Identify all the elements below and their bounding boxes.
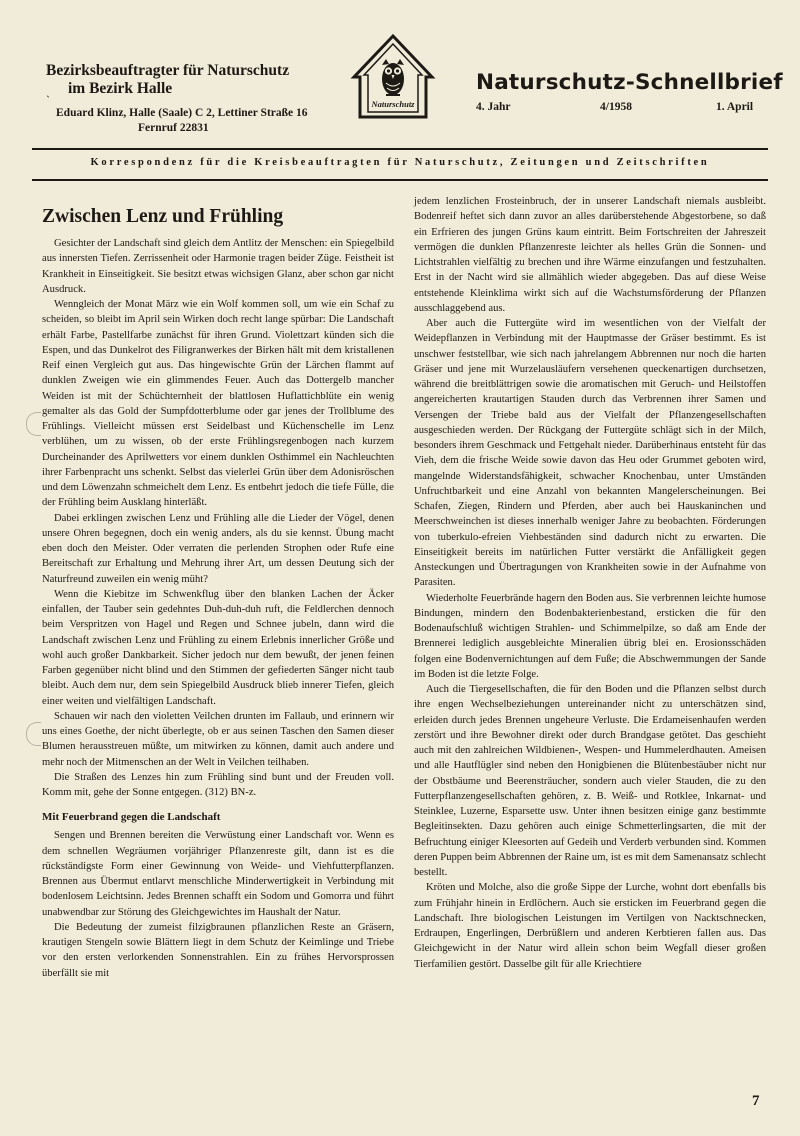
issuer-phone: Fernruf 22831 <box>138 122 209 134</box>
right-column <box>414 194 766 972</box>
pen-mark: ˎ <box>46 84 50 98</box>
punch-hole <box>26 722 41 746</box>
header-rule-top <box>32 148 768 150</box>
paragraph: Wenngleich der Monat März wie ein Wolf kommen soll, um wie ein Schaf zu scheiden, so bleibt im April sein Wirken doch recht lange spürbar: Die Landschaft erhält Farbe, Pastellfarbe zunächst für ihren Grund. Violettzart künden sich die Espen, und das Dunkelrot des Filigranwerkes der Birken hält mit dem kristallenen Reif einen Vergleich gut aus. Das hingewischte Grün der Lärchen flammt auf dunklen Zweigen wie ein glimmendes Feuer. Auch das Dottergelb mancher Weiden ist mit der Schüchternheit der blattlosen Huflattichblüte ein wenig gemalter als das Gold der Sumpfdotterblume oder gar jenes der Trollblume des Frühlings. Vielleicht müssen erst Seidelbast und Küchenschelle im Lenz verblühen, um zu wissen, ob der erste Frühlingsregenbogen nach kurzem Durcheinander des Aprilwetters vor einem dunklen Osthimmel ein Nachleuchten ihrer Farbenpracht uns schenkt. Selbst das vielerlei Grün über dem Adonisröschen und dem Löwenzahn schmeichelt dem Lenz. Es entbehrt jedoch die tiefe Fülle, die der Frühling beim Ausklang hinterläßt. <box>42 299 394 509</box>
paragraph: Wenn die Kiebitze im Schwenkflug über den blanken Lachen der Äcker einfallen, der Tauber sein gedehntes Duh-duh-duh ruft, die Feldlerchen dennoch beim Verspritzen von Hagel und Regen und Schnee jubeln, dann wird die Landschaft zwischen Lenz und Frühling zu einem Erlebnis innerlicher Größe und wohl auch großer Dankbarkeit. Sicher jedoch nur dem bewußt, der jenen feinen Farben gegenüber nicht blind und den Stimmen der gefiederten Sänger nicht taub bleibt. Auch dem nur, dem sein Spiegelbild Ausdruck blieb innerer Tiefen, gleich einer weiten und vielfältigen Landschaft. <box>42 588 394 707</box>
section-title: Mit Feuerbrand gegen die Landschaft <box>42 811 221 824</box>
paragraph: jedem lenzlichen Frosteinbruch, der in unserer Landschaft niemals ausbleibt. Bodenreif heftet sich dann zuvor an alles darüberstehende Abgestorbene, so daß ein Erfrieren des jungen Grüns kaum eintritt. Beim Fortschreiten der Jahreszeit vermögen die dunklen Pflanzenreste leichter als helles Grün die Sonnen- und Lichtstrahlen vielfältig zu brechen und ihre Wärme einzufangen und festzuhalten. Erst in der Nacht wird sie allmählich wieder abgegeben. Das auf diese Weise entstehende Kleinklima wirkt sich auf die Wachstumsförderung der Pflanzen ausschlaggebend aus. <box>414 196 766 314</box>
paragraph: Sengen und Brennen bereiten die Verwüstung einer Landschaft vor. Wenn es dem schnellen Wegräumen vorjähriger Pflanzenreste gilt, dann ist es die rückständigste Form einer Gewinnung von Weide- und Viehfutterpflanzen. Brennen aus Übermut entlarvt menschliche Minderwertigkeit in Verbindung mit bodenlosem Leichtsinn. Jedes Brennen schafft ein Sodom und Gomorra und führt unabwendbar zur Störung des Gleichgewichtes im Haushalt der Natur. <box>42 830 394 918</box>
issue-info <box>476 101 766 117</box>
issuer-block <box>46 62 336 136</box>
issuer-district: im Bezirk Halle <box>68 80 173 97</box>
publication-title: Naturschutz-Schnellbrief <box>476 70 783 95</box>
punch-hole <box>26 412 41 436</box>
publication-subtitle: Korrespondenz für die Kreisbeauftragten für Naturschutz, Zeitungen und Zeitschriften <box>90 157 710 168</box>
issuer-title: Bezirksbeauftragter für Naturschutz <box>46 62 290 79</box>
paragraph: Die Straßen des Lenzes hin zum Frühling sind bunt und der Freuden voll. Komm mit, gehe der Sonne entgegen. (312) BN-z. <box>42 771 394 798</box>
paragraph: Gesichter der Landschaft sind gleich dem Antlitz der Menschen: ein Spiegelbild aus innersten Tiefen. Zerrissenheit oder Harmonie tragen beider Züge. Feistheit ist Krankheit in Einseitigkeit. Sie besitzt etwas wichsigen Glanz, aber schon gar nicht Ausdruck. <box>42 238 394 295</box>
paragraph: Auch die Tiergesellschaften, die für den Boden und die Pflanzen selbst durch ihre engen Wechselbeziehungen untereinander nicht zu unterschätzen sind, erleiden durch jedes Brennen ungeheure Verluste. Die Erdameisenhaufen werden zerstört und ihre Bewohner direkt oder durch Brandgase getötet. Das geschieht auch mit den zahlreichen Wildbienen-, Wespen- und Hummelerdhauten. Ameisen und alle Hautflügler sind neben den Honigbienen die Blütenbestäuber nicht nur der Obstbäume und Beerensträucher, sondern auch vieler Stauden, die zu den Futterpflanzengesellschaften gehören, z. B. Weiß- und Rotklee, Inkarnat- und Steinklee, Luzerne, Esparsette usw. Unter ihnen besitzen einige ganz bestimmte Begleitinsekten. Dazu gehören auch einige Schmetterlingsarten, die mit der Befruchtung einiger Kleesorten auf Gedeih und Verderb verbunden sind. Kommen deren Puppen beim Abbrennen der Raine um, ist es mit dem Samenansatz schlecht bestellt. <box>414 684 766 878</box>
paragraph: Die Bedeutung der zumeist filzigbraunen pflanzlichen Reste an Gräsern, krautigen Stengeln sowie Blättern liegt in dem Schutz der Keimlinge und Triebe vor den ersten verlorkenden Sonnenstrahlen. Ein zu frühes Hervorsprossen überfällt sie mit <box>42 921 394 979</box>
page-number: 7 <box>752 1093 760 1109</box>
owl-emblem-logo <box>350 33 436 121</box>
paragraph: Wiederholte Feuerbrände hagern den Boden aus. Sie verbrennen leichte humose Bindungen, mindern den Bodenbakterienbestand, ersticken die für den Bodenaufschluß wichtigen Strahlen- und Schimmelpilze, so daß am Ende der Brennerei lediglich ausgebleichte Mineralien übrig blei en. Erosionsschäden folgen eine Bodenvernichtungen auf dem Fuße; die Abschwemmungen der Sande im Boden ist die letzte Folge. <box>414 592 766 680</box>
paragraph: Aber auch die Futtergüte wird im wesentlichen von der Vielfalt der Weidepflanzen in Verbindung mit der Hauptmasse der Gräser bestimmt. Es ist unschwer feststellbar, wie sich nach jahrelangem Abbrennen nur noch die harten Gräser und jene mit Wurzelausläufern versehenen queckenartigen durchsetzen, während die breitblättrigen sowie die aromatischen mit Geruch- und Heilstoffen angereicherten krautartigen Stauden durch das Verbrennen ihrer Samen und Versengen der Triebe bald aus der Vielfalt der Pflanzengesellschaften ausgeschieden werden. Der Rückgang der Futtergüte schlägt sich in der Milch, besonders ihrem Geschmack und Fettgehalt nieder. Darüberhinaus entsteht für das Vieh, dem die frische Weide sowie davon das Heu oder Grummet geboten wird, mangelnde Widerstandsfähigkeit, schwacher Knochenbau, unter Umständen Unfruchtbarkeit und eine Anzahl von bekannten Mangelerscheinungen. Bei Schafen, Ziegen, Rindern und Pferden, aber auch bei Hauskaninchen und Meerschweinchen ist dieses innerhalb weniger Jahre zu beobachten. Förderungen von tuberkulo-efreien Viehbeständen sind dadurch nicht zu erwarten. Die Einseitigkeit bereits im natürlichen Futter verstärkt die Anfälligkeit gegen Ansteckungen und Übertragungen von Krankheiten sowie in der Aufnahme von Parasiten. <box>414 318 766 589</box>
issue-number: 4/1958 <box>600 101 632 113</box>
masthead <box>476 70 783 117</box>
paragraph: Dabei erklingen zwischen Lenz und Frühling alle die Lieder der Vögel, denen unsere Ohren begegnen, doch ein wenig anders, als du sie kennst. Übung macht eben doch den Meister. Oder verraten die perlenden Strophen oder Rufe eine Bereitschaft zur Erhaltung und Mehrung ihrer Art, um dessen Deutung sich der Naturfreund zuweilen ein wenig müht? <box>42 512 394 585</box>
issue-date: 1. April <box>716 101 754 113</box>
paragraph: Kröten und Molche, also die große Sippe der Lurche, wohnt dort ebenfalls bis zum Frühjahr hinein in Erdlöchern. Auch sie ersticken im Feuerbrand gegen die Landschaft. Ihre biologischen Leistungen im Vertilgen von Nacktschnecken, Erdraupen, Engerlingen, Derbrüßlern und anderen Kerbtieren fallen aus. Das Gleichgewicht in der Natur wird allein schon beim Wegfall dieser großen Tierfamilien gestört. Dasselbe gilt für alle Kriechtiere <box>414 882 766 970</box>
article-title: Zwischen Lenz und Frühling <box>42 206 284 227</box>
header-rule-bottom <box>32 179 768 181</box>
paragraph: Schauen wir nach den violetten Veilchen drunten im Fallaub, und erinnern wir uns eines Goethe, der nicht überlegte, ob er aus seinen Taschen den Samen dieser Blumen herausstreuen müßte, um mitwirken zu können, damit auch andere und mehr noch der Mitmenschen an der Welt in Veilchen teilhaben. <box>42 710 394 768</box>
issuer-address: Eduard Klinz, Halle (Saale) C 2, Lettiner Straße 16 <box>56 107 308 119</box>
logo-text: Naturschutz <box>371 99 415 109</box>
issue-year: 4. Jahr <box>476 101 511 113</box>
left-column <box>42 206 394 981</box>
